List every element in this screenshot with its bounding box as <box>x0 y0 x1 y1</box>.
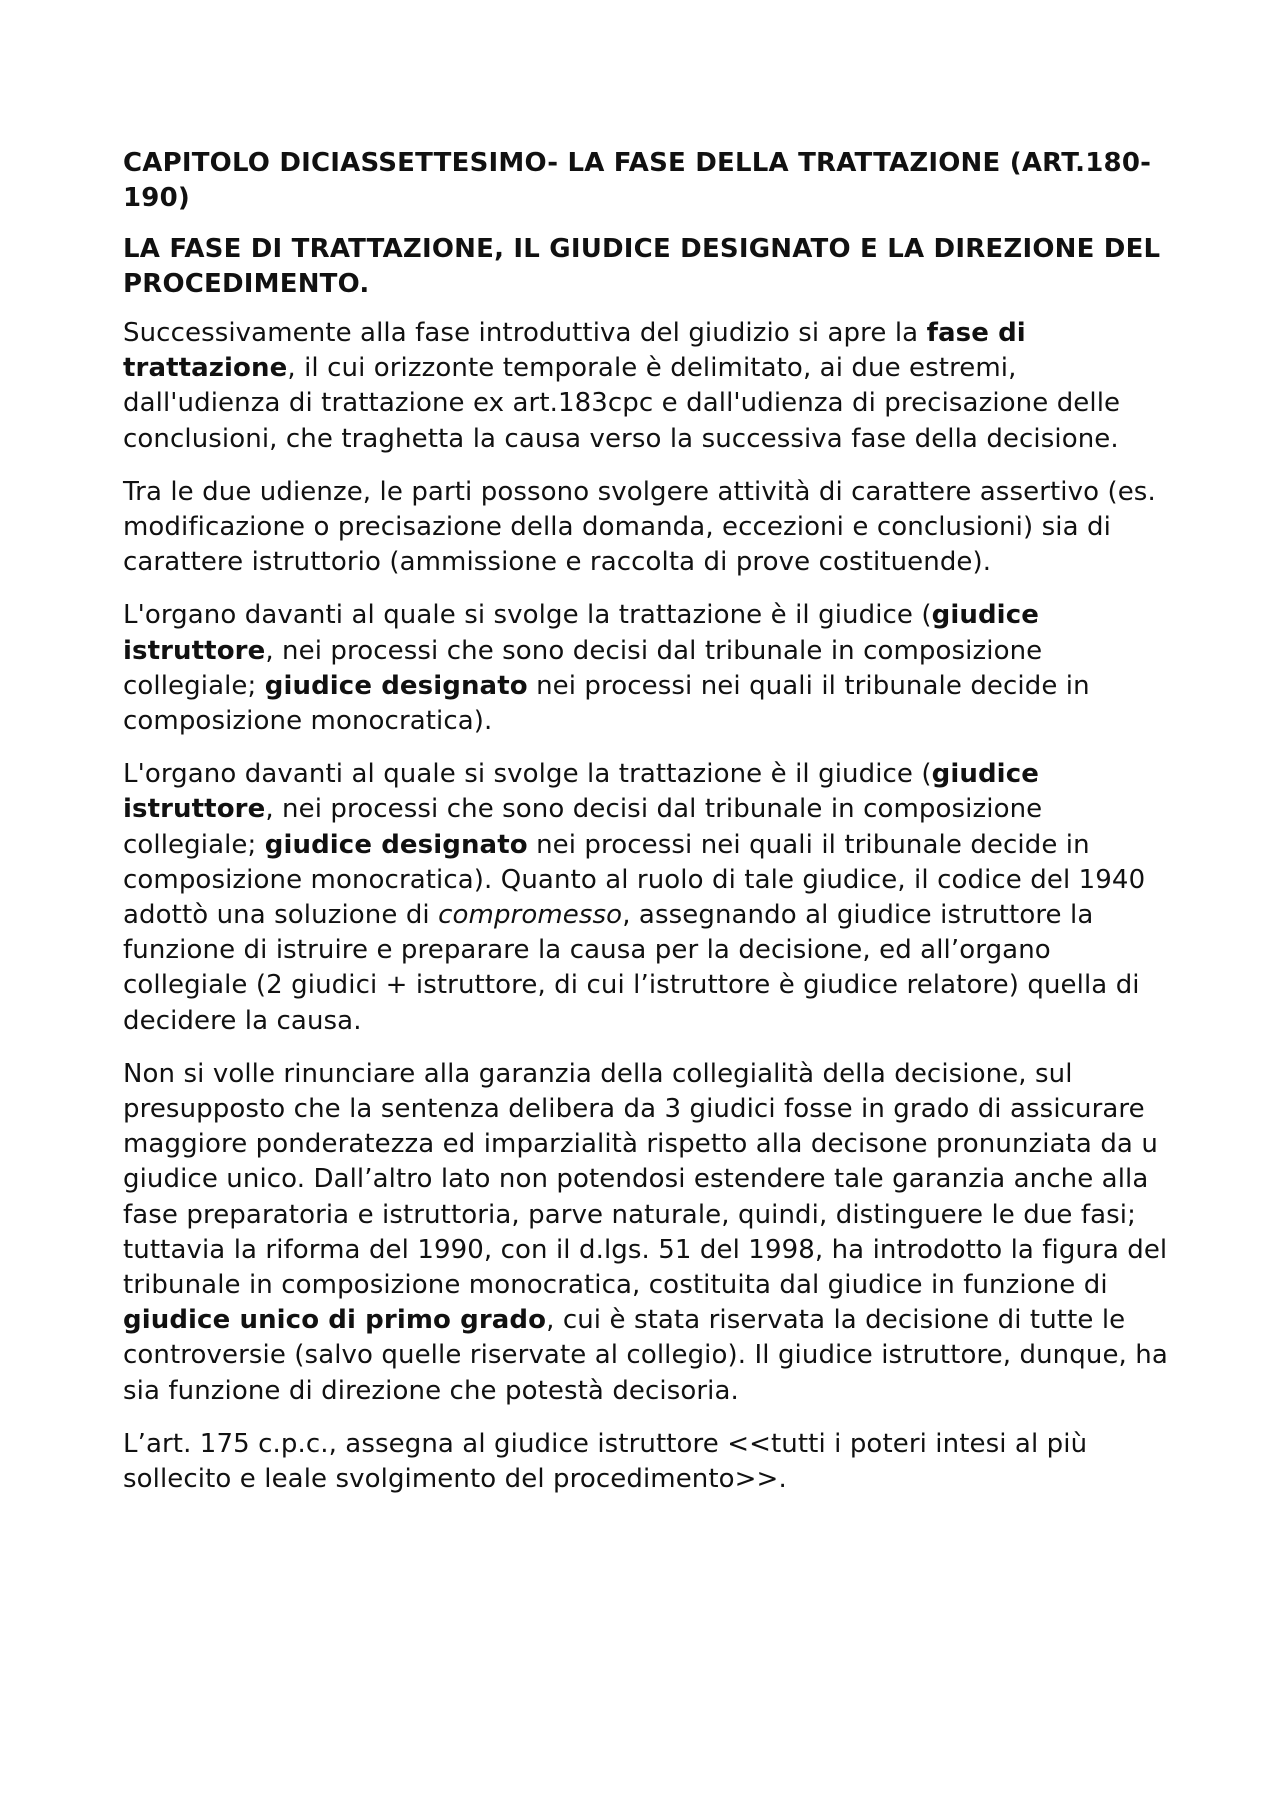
bold-term: fase di trattazione <box>123 318 1026 384</box>
bold-term: giudice istruttore <box>123 600 1039 666</box>
paragraph-2: Tra le due udienze, le parti possono svolgere attività di carattere assertivo (es. modificazione o precisazione della domanda, eccezioni e conclusioni) sia di carattere istruttorio (ammissione e raccolta di prove costituende). <box>123 476 1156 578</box>
paragraph-6: L’art. 175 c.p.c., assegna al giudice istruttore <<tutti i poteri intesi al più sollecito e leale svolgimento del procedimento>>. <box>123 1428 1088 1495</box>
section-title: LA FASE DI TRATTAZIONE, IL GIUDICE DESIGNATO E LA DIREZIONE DEL PROCEDIMENTO. <box>123 234 1161 299</box>
bold-term: giudice designato <box>264 670 528 701</box>
chapter-title: CAPITOLO DICIASSETTESIMO- LA FASE DELLA TRATTAZIONE (ART.180-190) <box>123 148 1152 213</box>
paragraph-4: L'organo davanti al quale si svolge la trattazione è il giudice (giudice istruttore, nei processi che sono decisi dal tribunale in composizione collegiale; giudice designato nei processi nei quali il tribunale decide in composizione monocratica). Quanto al ruolo di tale giudice, il codice del 1940 adottò una soluzione di compromesso, assegnando al giudice istruttore la funzione di istruire e preparare la causa per la decisione, ed all’organo collegiale (2 giudici + istruttore, di cui l’istruttore è giudice relatore) quella di decidere la causa. <box>123 759 1146 1036</box>
document-page <box>123 146 1173 1515</box>
italic-term: compromesso <box>438 900 623 931</box>
paragraph-1: Successivamente alla fase introduttiva del giudizio si apre la fase di trattazione, il cui orizzonte temporale è delimitato, ai due estremi, dall'udienza di trattazione ex art.183cpc e dall'udienza di precisazione delle conclusioni, che traghetta la causa verso la successiva fase della decisione. <box>123 318 1121 454</box>
paragraph-3: L'organo davanti al quale si svolge la trattazione è il giudice (giudice istruttore, nei processi che sono decisi dal tribunale in composizione collegiale; giudice designato nei processi nei quali il tribunale decide in composizione monocratica). <box>123 600 1090 737</box>
bold-term: giudice unico di primo grado <box>123 1305 547 1336</box>
paragraph-5: Non si volle rinunciare alla garanzia della collegialità della decisione, sul presupposto che la sentenza delibera da 3 giudici fosse in grado di assicurare maggiore ponderatezza ed imparzialità rispetto alla decisone pronunziata da u giudice unico. Dall’altro lato non potendosi estendere tale garanzia anche alla fase preparatoria e istruttoria, parve naturale, quindi, distinguere le due fasi; tuttavia la riforma del 1990, con il d.lgs. 51 del 1998, ha introdotto la figura del tribunale in composizione monocratica, costituita dal giudice in funzione di giudice unico di primo grado, cui è stata riservata la decisione di tutte le controversie (salvo quelle riservate al collegio). Il giudice istruttore, dunque, ha sia funzione di direzione che potestà decisoria. <box>123 1058 1168 1406</box>
bold-term: giudice istruttore <box>123 759 1039 825</box>
bold-term: giudice designato <box>264 829 528 860</box>
